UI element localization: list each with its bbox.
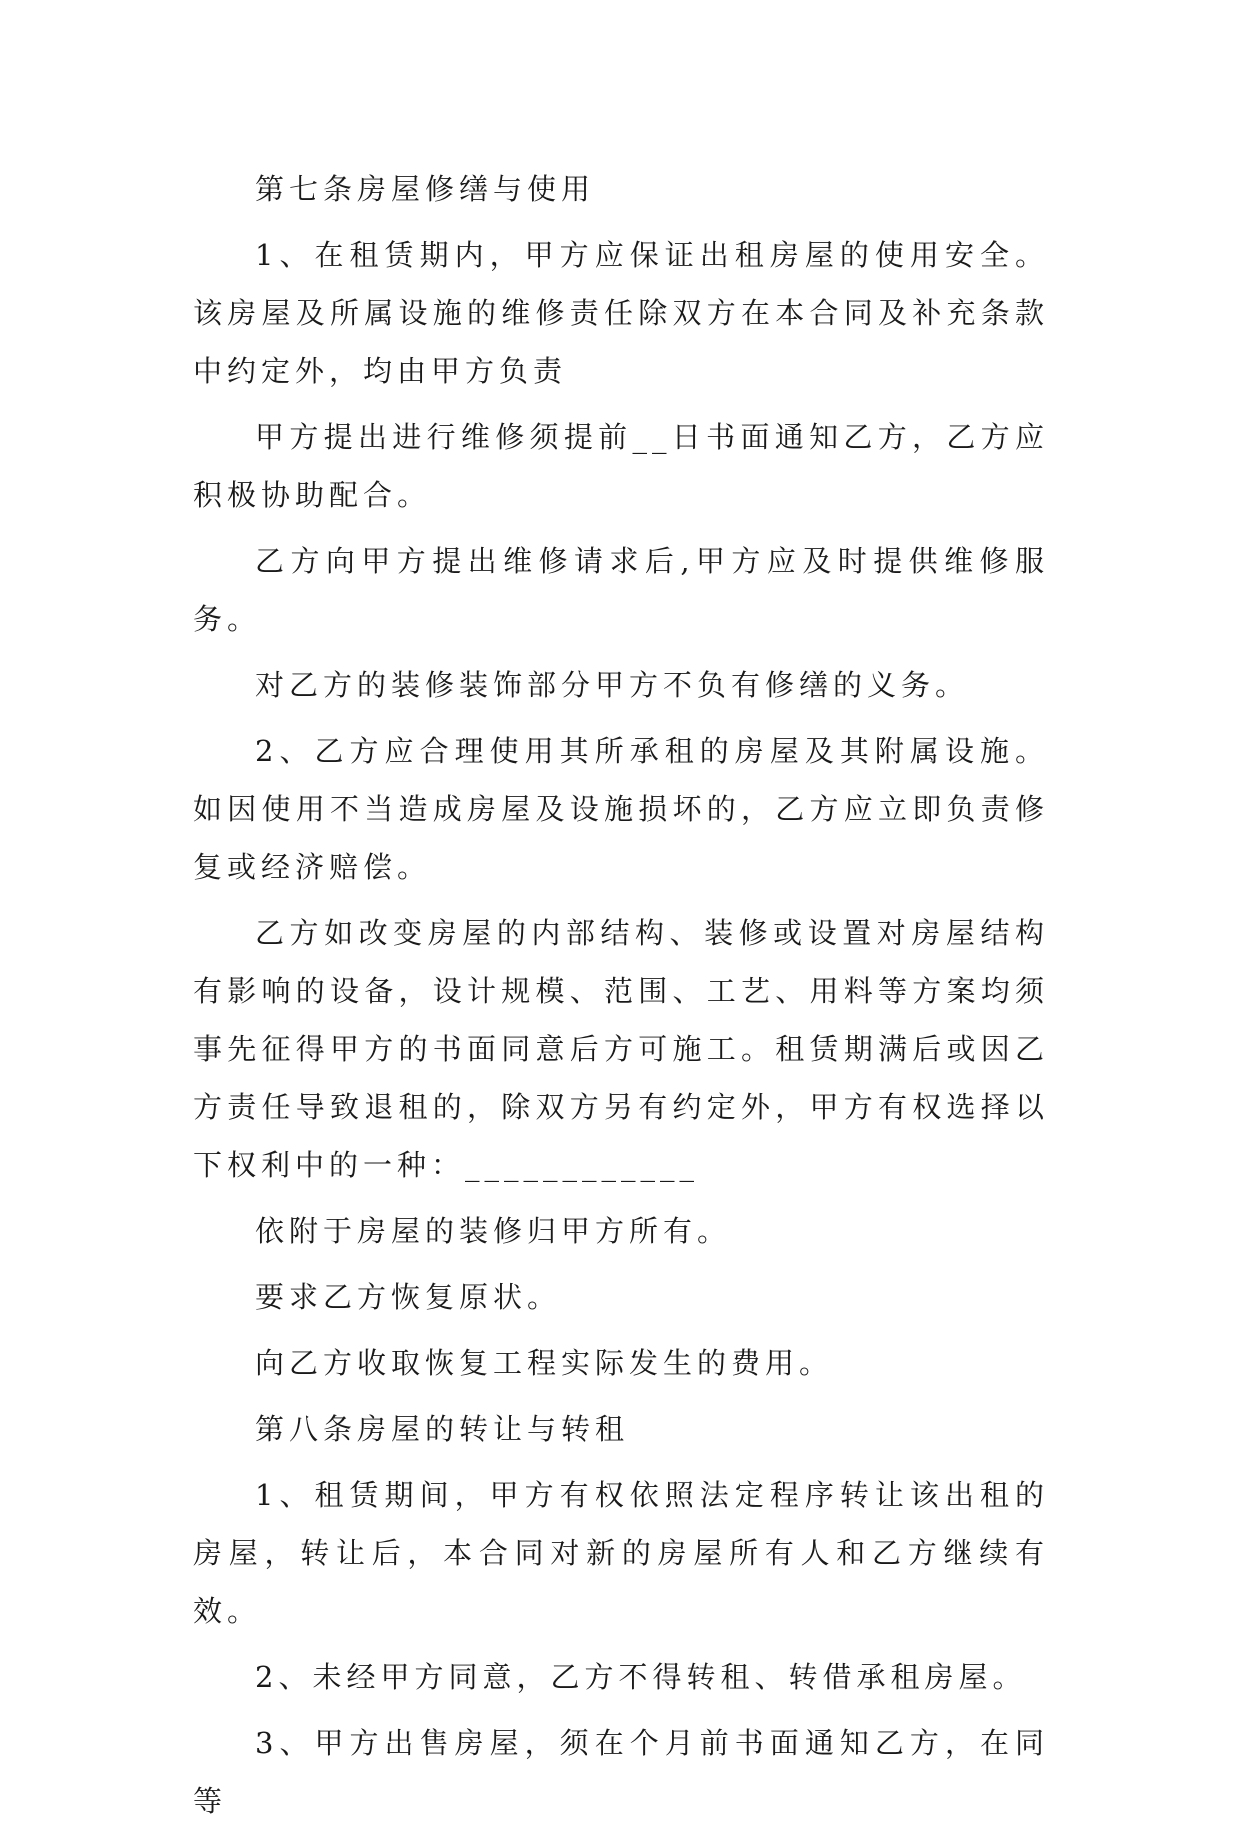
paragraph: 1、在租赁期内，甲方应保证出租房屋的使用安全。该房屋及所属设施的维修责任除双方在本合同及补充条款中约定外，均由甲方负责 bbox=[193, 238, 1049, 388]
paragraph: 1、租赁期间，甲方有权依照法定程序转让该出租的房屋，转让后，本合同对新的房屋所有人和乙方继续有效。 bbox=[193, 1478, 1049, 1628]
paragraph: 乙方如改变房屋的内部结构、装修或设置对房屋结构有影响的设备，设计规模、范围、工艺、用料等方案均须事先征得甲方的书面同意后方可施工。租赁期满后或因乙方责任导致退租的，除双方另有约定外，甲方有权选择以下权利中的一种：____________ bbox=[193, 916, 1049, 1182]
document-body bbox=[193, 160, 1049, 1838]
section-heading-article-8: 第八条房屋的转让与转租 bbox=[255, 1412, 630, 1446]
paragraph: 2、乙方应合理使用其所承租的房屋及其附属设施。如因使用不当造成房屋及设施损坏的，乙方应立即负责修复或经济赔偿。 bbox=[193, 734, 1049, 884]
paragraph: 依附于房屋的装修归甲方所有。 bbox=[255, 1214, 732, 1248]
paragraph: 2、未经甲方同意，乙方不得转租、转借承租房屋。 bbox=[255, 1660, 1027, 1694]
paragraph: 3、甲方出售房屋，须在个月前书面通知乙方，在同等 bbox=[193, 1726, 1049, 1818]
section-heading-article-7: 第七条房屋修缮与使用 bbox=[255, 172, 596, 206]
paragraph: 向乙方收取恢复工程实际发生的费用。 bbox=[255, 1346, 834, 1380]
paragraph: 甲方提出进行维修须提前__日书面通知乙方，乙方应积极协助配合。 bbox=[193, 420, 1049, 512]
paragraph: 乙方向甲方提出维修请求后,甲方应及时提供维修服务。 bbox=[193, 544, 1049, 636]
paragraph: 对乙方的装修装饰部分甲方不负有修缮的义务。 bbox=[255, 668, 970, 702]
paragraph: 要求乙方恢复原状。 bbox=[255, 1280, 562, 1314]
